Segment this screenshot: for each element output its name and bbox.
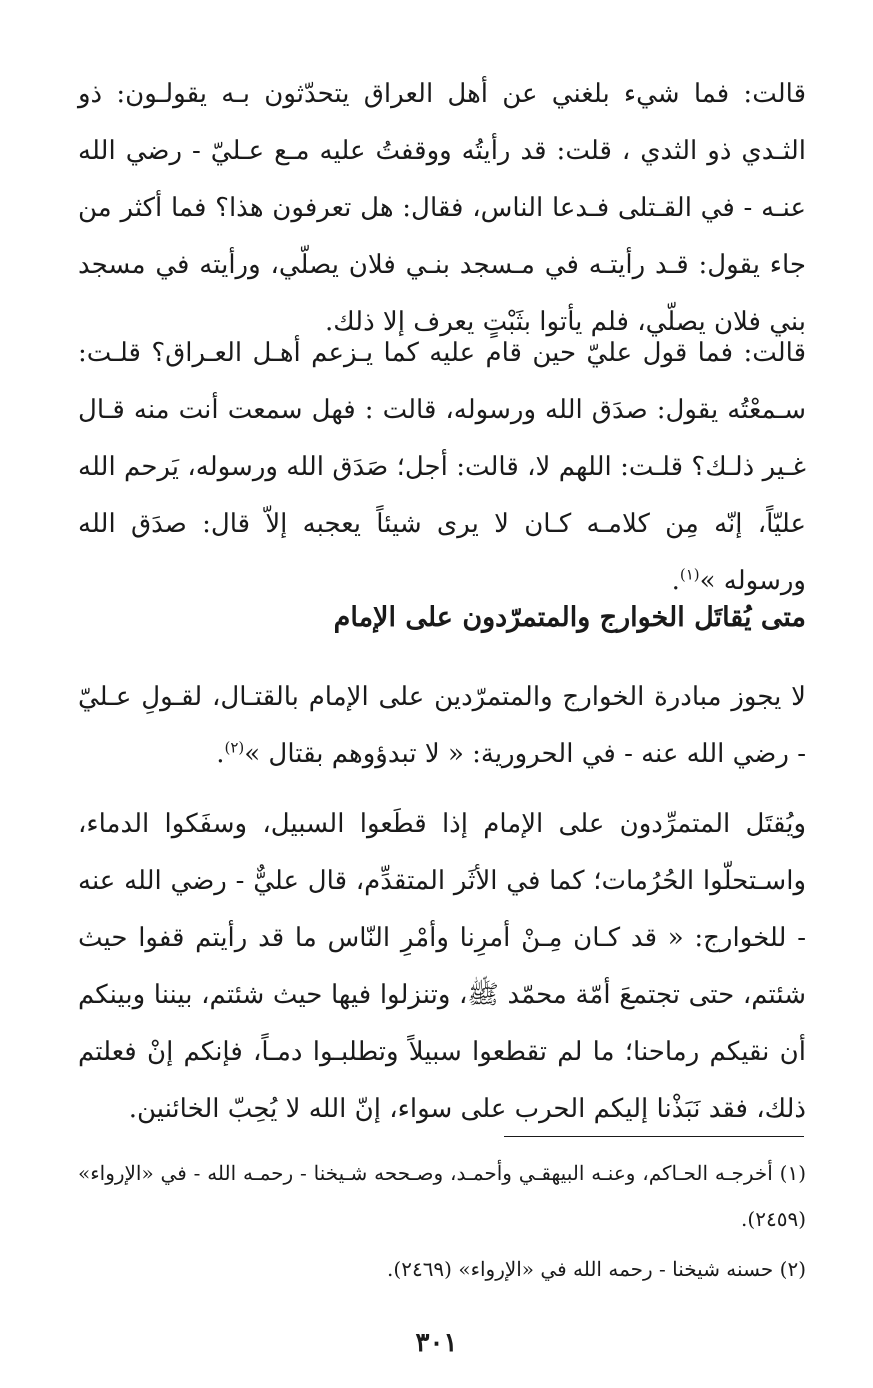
paragraph-2-text: قالت: فما قول عليّ حين قام عليه كما يـزعم أهـل العـراق؟ قلـت: سـمعْتُه يقول: صدَق الله ورسوله، قالت : فهل سمعت أنت منه قـال غـير ذلـك؟ قلـت: اللهم لا، قالت: أجل؛ صَدَق الله ورسوله، يَرحم الله عليّاً، إنّه مِن كلامـه كـان لا يرى شيئاً يعجبه إلاّ قال: صدَق الله ورسوله » <box>78 338 806 596</box>
page-number: ٣٠١ <box>415 1328 458 1358</box>
paragraph-3: لا يجوز مبادرة الخوارج والمتمرّدين على الإمام بالقتـال، لقـولِ عـليّ - رضي الله عنه - في الحرورية: « لا تبدؤوهم بقتال »$^{(٢)}$. <box>78 682 806 769</box>
footnotes-list <box>78 1150 806 1292</box>
footnote-divider <box>504 1136 804 1137</box>
footnote-1: (١) أخرجـه الحـاكم، وعنـه البيهقـي وأحمـد، وصـححه شـيخنا - رحمـه الله - في «الإرواء» (٢٤٥٩). <box>78 1161 806 1231</box>
paragraph-1: قالت: فما شيء بلغني عن أهل العراق يتحدّثون بـه يقولـون: ذو الثـدي ذو الثدي ، قلت: قد رأيتُه ووقفتُ عليه مـع عـليّ - رضي الله عنـه - في القـتلى فـدعا الناس، فقال: هل تعرفون هذا؟ فما أكثر من جاء يقول: قـد رأيتـه في مـسجد بنـي فلان يصلّي، ورأيته في مسجد بني فلان يصلّي، فلم يأتوا بثَبْتٍ يعرف إلا ذلك. <box>78 79 806 337</box>
footnote-ref-1[interactable]: (١) <box>679 565 700 584</box>
section-heading: متى يُقاتَل الخوارج والمتمرّدون على الإمام <box>333 602 806 633</box>
footnote-ref-2[interactable]: (٢) <box>224 738 245 757</box>
footnote-2: (٢) حسنه شيخنا - رحمه الله في «الإرواء» (٢٤٦٩). <box>387 1257 806 1281</box>
paragraph-3-text: لا يجوز مبادرة الخوارج والمتمرّدين على الإمام بالقتـال، لقـولِ عـليّ - رضي الله عنه - في الحرورية: « لا تبدؤوهم بقتال » <box>78 682 806 769</box>
paragraph-4: ويُقتَل المتمرِّدون على الإمام إذا قطَعوا السبيل، وسفَكوا الدماء، واسـتحلّوا الحُرُمات؛ كما في الأثَر المتقدِّم، قال عليٌّ - رضي الله عنه - للخوارج: « قد كـان مِـنْ أمرِنا وأمْرِ النّاس ما قد رأيتم قفوا حيث شئتم، حتى تجتمعَ أمّة محمّد ﷺ، وتنزلوا فيها حيث شئتم، بيننا وبينكم أن نقيكم رماحنا؛ ما لم تقطعوا سبيلاً وتطلبـوا دمـاً، فإنكم إنْ فعلتم ذلك، فقد نَبَذْنا إليكم الحرب على سواء، إنّ الله لا يُحِبّ الخائنين. <box>78 809 806 1124</box>
paragraph-2: قالت: فما قول عليّ حين قام عليه كما يـزعم أهـل العـراق؟ قلـت: سـمعْتُه يقول: صدَق الله ورسوله، قالت : فهل سمعت أنت منه قـال غـير ذلـك؟ قلـت: اللهم لا، قالت: أجل؛ صَدَق الله ورسوله، يَرحم الله عليّاً، إنّه مِن كلامـه كـان لا يرى شيئاً يعجبه إلاّ قال: صدَق الله ورسوله »$^{(١)}$. <box>78 338 806 596</box>
